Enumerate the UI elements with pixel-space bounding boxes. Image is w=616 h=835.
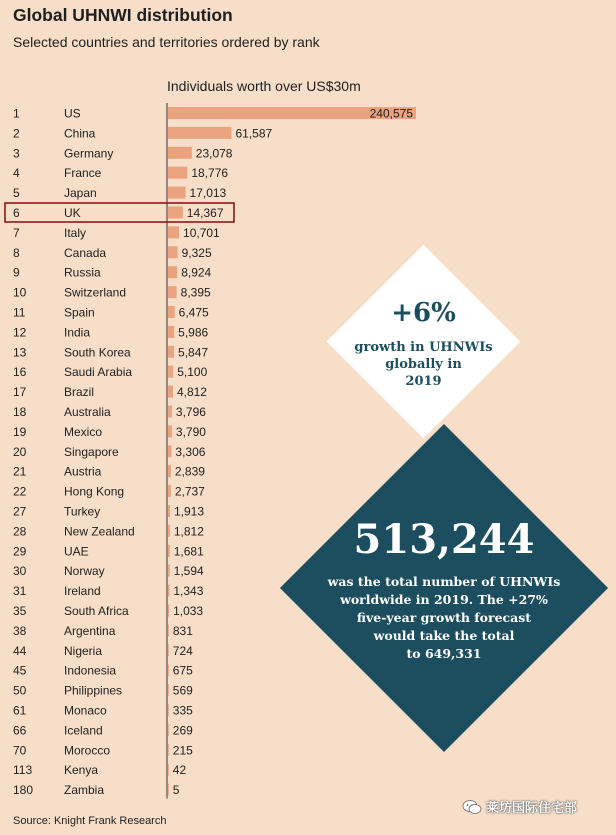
rank-label: 4 — [13, 166, 20, 181]
rank-label: 50 — [13, 683, 27, 698]
bar — [168, 326, 174, 338]
rank-label: 11 — [13, 305, 26, 320]
rank-label: 44 — [13, 643, 27, 658]
value-label: 2,737 — [174, 484, 205, 499]
country-label: Italy — [64, 225, 87, 240]
country-label: India — [64, 325, 91, 340]
source-note: Source: Knight Frank Research — [13, 815, 167, 827]
rank-label: 1 — [13, 106, 20, 121]
value-label: 1,681 — [173, 544, 204, 559]
country-label: Iceland — [64, 723, 103, 738]
country-label: Hong Kong — [64, 484, 125, 499]
country-label: UK — [64, 206, 81, 220]
country-label: Australia — [64, 405, 111, 419]
bar — [168, 664, 169, 676]
country-label: US — [64, 106, 81, 121]
value-label: 5,100 — [177, 365, 208, 380]
bar — [168, 784, 169, 796]
bar — [168, 465, 171, 477]
bar — [168, 724, 169, 736]
total-value: 513,244 — [353, 516, 535, 563]
bar — [168, 585, 169, 597]
value-label: 6,475 — [178, 305, 209, 320]
value-label: 9,325 — [181, 245, 212, 260]
rank-label: 27 — [13, 504, 27, 519]
rank-label: 29 — [13, 544, 27, 559]
bar — [168, 207, 183, 219]
growth-line-1: growth in UHNWIs — [354, 340, 493, 355]
wechat-icon — [462, 799, 482, 815]
rank-label: 2 — [13, 126, 20, 141]
rank-label: 17 — [13, 385, 27, 400]
value-label: 2,839 — [174, 464, 205, 479]
value-label: 1,812 — [173, 524, 204, 539]
country-label: Germany — [64, 146, 114, 161]
country-label: Canada — [64, 245, 107, 260]
total-line-3: five-year growth forecast — [356, 610, 532, 625]
rank-label: 5 — [13, 186, 20, 201]
country-label: Zambia — [64, 783, 105, 798]
rank-label: 45 — [13, 663, 27, 678]
bar — [168, 425, 172, 437]
rank-label: 13 — [13, 345, 27, 360]
rank-label: 9 — [13, 265, 20, 280]
country-label: Indonesia — [64, 663, 117, 678]
bar — [168, 246, 178, 258]
value-label: 269 — [172, 723, 193, 738]
country-label: Turkey — [64, 504, 101, 519]
value-label: 335 — [172, 703, 193, 718]
value-label: 10,701 — [183, 225, 220, 240]
value-label: 14,367 — [186, 206, 224, 220]
bar — [168, 226, 179, 238]
country-label: France — [64, 166, 102, 181]
growth-value: +6% — [391, 298, 456, 328]
value-label: 4,812 — [176, 385, 207, 400]
bar — [168, 565, 170, 577]
country-label: Japan — [64, 186, 97, 201]
rank-label: 70 — [13, 743, 27, 758]
bar — [168, 147, 192, 159]
rank-label: 21 — [13, 464, 27, 479]
total-line-1: was the total number of UHNWIs — [327, 574, 561, 589]
bar — [168, 744, 169, 756]
country-label: Morocco — [64, 743, 111, 758]
rank-label: 22 — [13, 484, 27, 499]
bar — [168, 306, 175, 318]
rank-label: 66 — [13, 723, 27, 738]
value-label: 215 — [172, 743, 193, 758]
country-label: Switzerland — [64, 285, 127, 300]
value-label: 8,395 — [180, 285, 211, 300]
value-label: 1,594 — [173, 564, 204, 579]
value-label: 724 — [172, 643, 193, 658]
value-label: 5,986 — [178, 325, 209, 340]
bar — [168, 505, 170, 517]
bar — [168, 485, 171, 497]
rank-label: 61 — [13, 703, 27, 718]
value-label: 3,796 — [175, 405, 206, 419]
value-label: 17,013 — [189, 186, 227, 201]
country-label: Spain — [64, 305, 95, 320]
rank-label: 19 — [13, 424, 27, 439]
value-label: 8,924 — [181, 265, 212, 280]
rank-label: 31 — [13, 584, 27, 599]
watermark-text: 莱坊国际住宅部 — [486, 800, 578, 815]
country-label: Philippines — [64, 683, 123, 698]
bar — [168, 266, 177, 278]
rank-label: 180 — [13, 783, 34, 798]
country-label: South Africa — [64, 604, 129, 618]
rank-label: 3 — [13, 146, 20, 161]
country-label: Saudi Arabia — [64, 365, 133, 380]
country-label: UAE — [64, 544, 89, 559]
country-label: Ireland — [64, 584, 101, 599]
value-label: 675 — [172, 663, 193, 678]
bar — [168, 764, 169, 776]
rank-label: 6 — [13, 206, 20, 220]
value-label: 1,913 — [173, 504, 205, 519]
bar — [168, 605, 169, 617]
rank-label: 113 — [13, 763, 33, 778]
value-label: 1,033 — [173, 604, 204, 618]
country-label: New Zealand — [64, 524, 135, 539]
rank-label: 16 — [13, 365, 27, 380]
total-line-2: worldwide in 2019. The +27% — [340, 592, 548, 607]
bar — [168, 545, 170, 557]
value-label: 18,776 — [191, 166, 229, 181]
axis-title: Individuals worth over US$30m — [167, 78, 361, 94]
country-label: Brazil — [64, 385, 95, 400]
value-label: 240,575 — [369, 106, 413, 121]
value-label: 831 — [172, 623, 193, 638]
total-line-4: would take the total — [373, 628, 515, 643]
total-callout — [280, 424, 608, 752]
watermark-logo — [462, 797, 577, 816]
country-label: Singapore — [64, 444, 119, 459]
growth-callout — [326, 244, 521, 439]
bar — [168, 187, 186, 199]
value-label: 3,790 — [175, 424, 206, 439]
value-label: 3,306 — [175, 444, 206, 459]
country-label: Kenya — [64, 763, 99, 778]
rank-label: 35 — [13, 604, 27, 618]
value-label: 569 — [172, 683, 193, 698]
total-line-5: to 649,331 — [406, 646, 482, 661]
bar — [168, 525, 170, 537]
bar — [168, 127, 231, 139]
country-label: Norway — [64, 564, 105, 579]
bar — [168, 346, 174, 358]
value-label: 5 — [172, 783, 180, 798]
chart-title: Global UHNWI distribution — [13, 5, 233, 25]
rank-label: 7 — [13, 225, 20, 240]
bar — [168, 684, 169, 696]
value-label: 42 — [172, 763, 187, 778]
chart-subtitle: Selected countries and territories ordered by rank — [13, 34, 320, 50]
value-label: 23,078 — [195, 146, 233, 161]
bar — [168, 704, 169, 716]
bar — [168, 366, 173, 378]
bar — [168, 406, 172, 418]
rank-label: 18 — [13, 405, 27, 419]
value-label: 1,343 — [173, 584, 204, 599]
country-label: Monaco — [64, 703, 107, 718]
bar — [168, 286, 177, 298]
bar — [168, 167, 187, 179]
rank-label: 10 — [13, 285, 27, 300]
rank-label: 38 — [13, 623, 27, 638]
value-label: 61,587 — [235, 126, 273, 141]
growth-line-3: 2019 — [405, 374, 442, 389]
rank-label: 20 — [13, 444, 27, 459]
rank-label: 28 — [13, 524, 27, 539]
country-label: Mexico — [64, 424, 103, 439]
country-label: Austria — [64, 464, 102, 479]
country-label: Russia — [64, 265, 101, 280]
bar — [168, 624, 169, 636]
rank-label: 8 — [13, 245, 20, 260]
country-label: Argentina — [64, 623, 116, 638]
growth-line-2: globally in — [385, 357, 462, 372]
country-label: Nigeria — [64, 643, 103, 658]
value-label: 5,847 — [178, 345, 209, 360]
country-label: South Korea — [64, 345, 131, 360]
country-label: China — [64, 126, 96, 141]
rank-label: 12 — [13, 325, 27, 340]
rank-label: 30 — [13, 564, 27, 579]
bar — [168, 445, 171, 457]
bar — [168, 644, 169, 656]
bar — [168, 386, 173, 398]
